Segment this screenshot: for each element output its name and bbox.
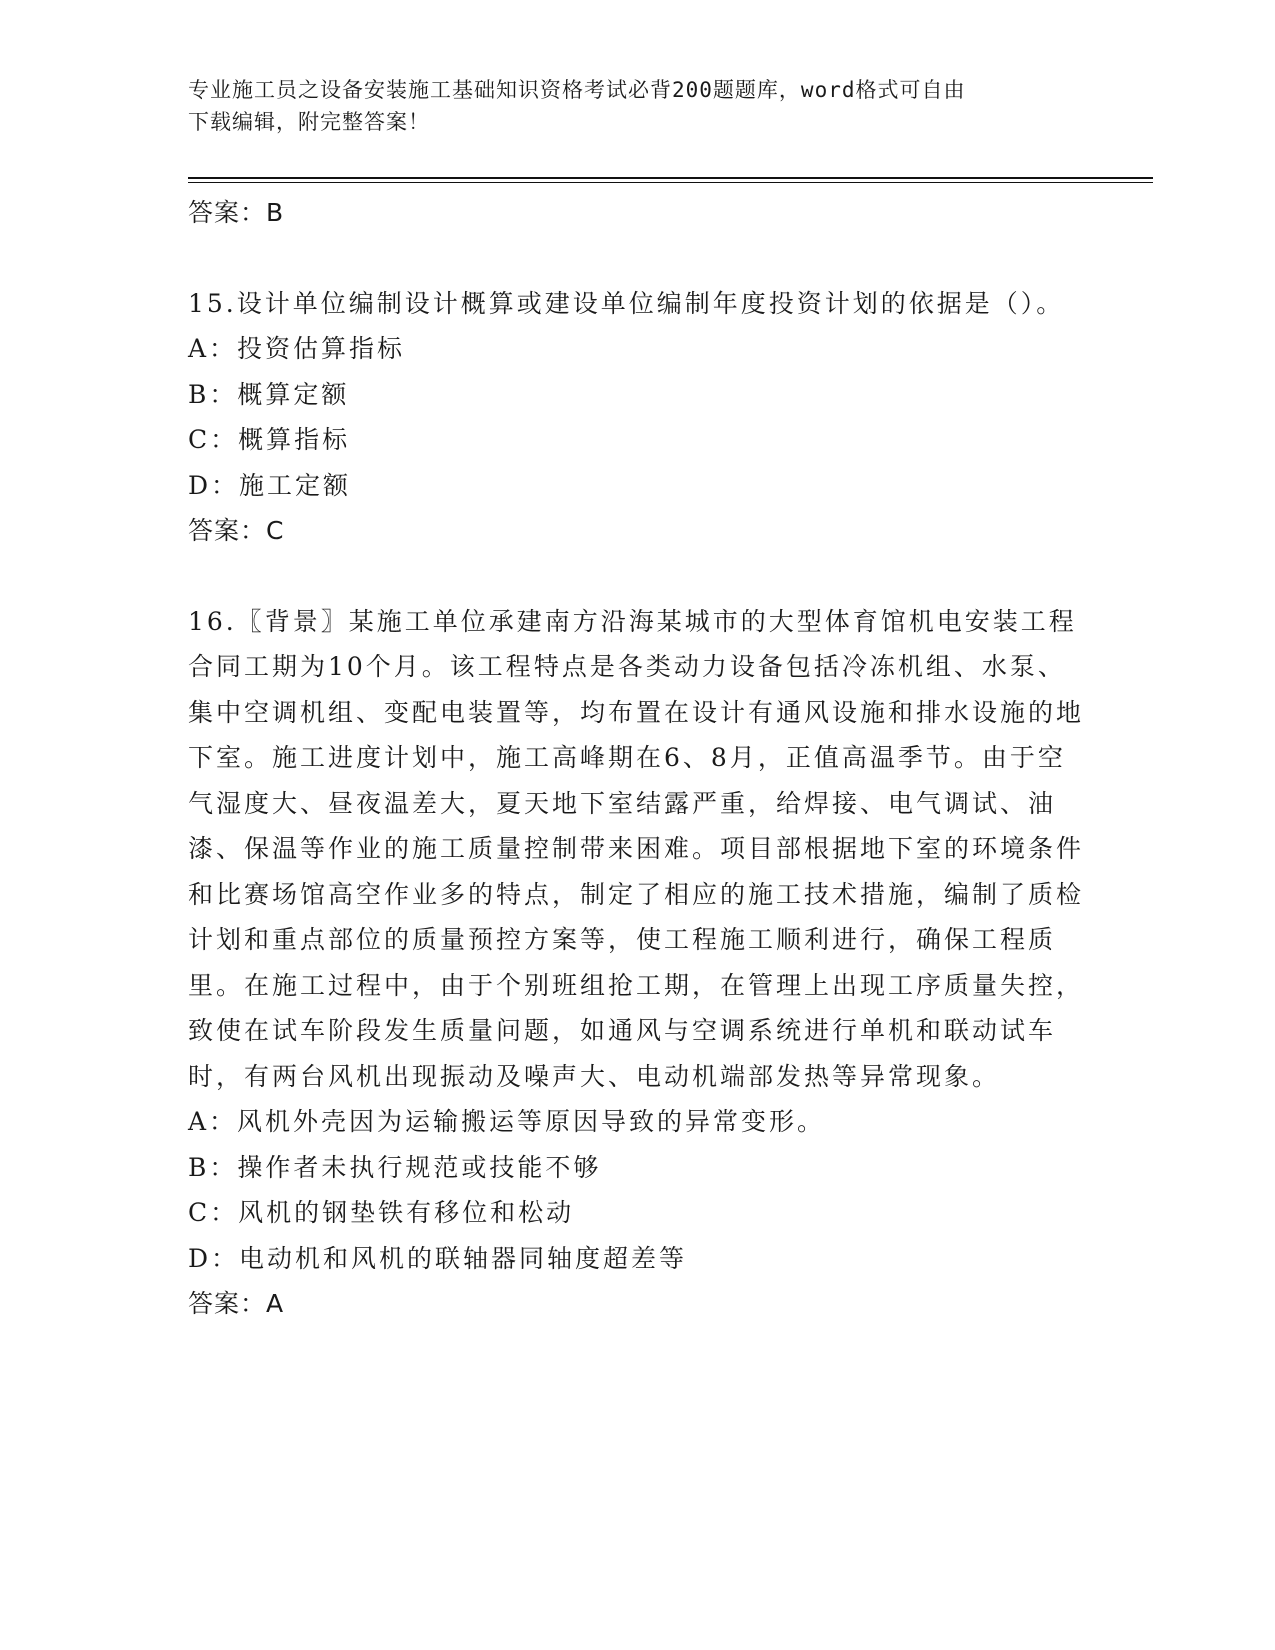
question-16-option-d: D：电动机和风机的联轴器同轴度超差等 (188, 1243, 688, 1273)
header-line-2: 下载编辑，附完整答案！ (188, 110, 430, 134)
question-15-option-c: C：概算指标 (188, 425, 351, 454)
question-15-option-d: D：施工定额 (188, 470, 352, 500)
question-16-option-c: C：风机的钢垫铁有移位和松动 (188, 1198, 575, 1227)
spacer (188, 236, 1088, 281)
question-16 (188, 599, 1088, 1327)
document-body (188, 190, 1088, 1327)
question-15 (188, 281, 1088, 554)
previous-answer: 答案：B (188, 198, 285, 227)
question-15-answer: 答案：C (188, 516, 285, 545)
header-rule-thick (188, 177, 1153, 179)
question-15-option-b: B：概算定额 (188, 379, 350, 409)
spacer (188, 554, 1088, 599)
header-line-1: 专业施工员之设备安装施工基础知识资格考试必背200题题库，word格式可自由 (188, 78, 966, 102)
question-15-stem: 15.设计单位编制设计概算或建设单位编制年度投资计划的依据是（）。 (188, 288, 1065, 318)
header-rule-thin (188, 182, 1153, 183)
question-16-option-a: A：风机外壳因为运输搬运等原因导致的异常变形。 (188, 1107, 826, 1136)
question-15-option-a: A：投资估算指标 (188, 334, 406, 363)
question-16-option-b: B：操作者未执行规范或技能不够 (188, 1152, 602, 1182)
document-header (188, 74, 1068, 138)
question-16-stem: 16.〖背景〗某施工单位承建南方沿海某城市的大型体育馆机电安装工程合同工期为10个月。该工程特点是各类动力设备包括冷冻机组、水泵、集中空调机组、变配电装置等，均布置在设计有通风设施和排水设施的地下室。施工进度计划中，施工高峰期在6、8月，正值高温季节。由于空气湿度大、昼夜温差大，夏天地下室结露严重，给焊接、电气调试、油漆、保温等作业的施工质量控制带来困难。项目部根据地下室的环境条件和比赛场馆高空作业多的特点，制定了相应的施工技术措施，编制了质检计划和重点部位的质量预控方案等，使工程施工顺利进行，确保工程质里。在施工过程中，由于个别班组抢工期，在管理上出现工序质量失控，致使在试车阶段发生质量问题，如通风与空调系统进行单机和联动试车时，有两台风机出现振动及噪声大、电动机端部发热等异常现象。 (188, 606, 1085, 1091)
question-16-answer: 答案：A (188, 1289, 285, 1318)
